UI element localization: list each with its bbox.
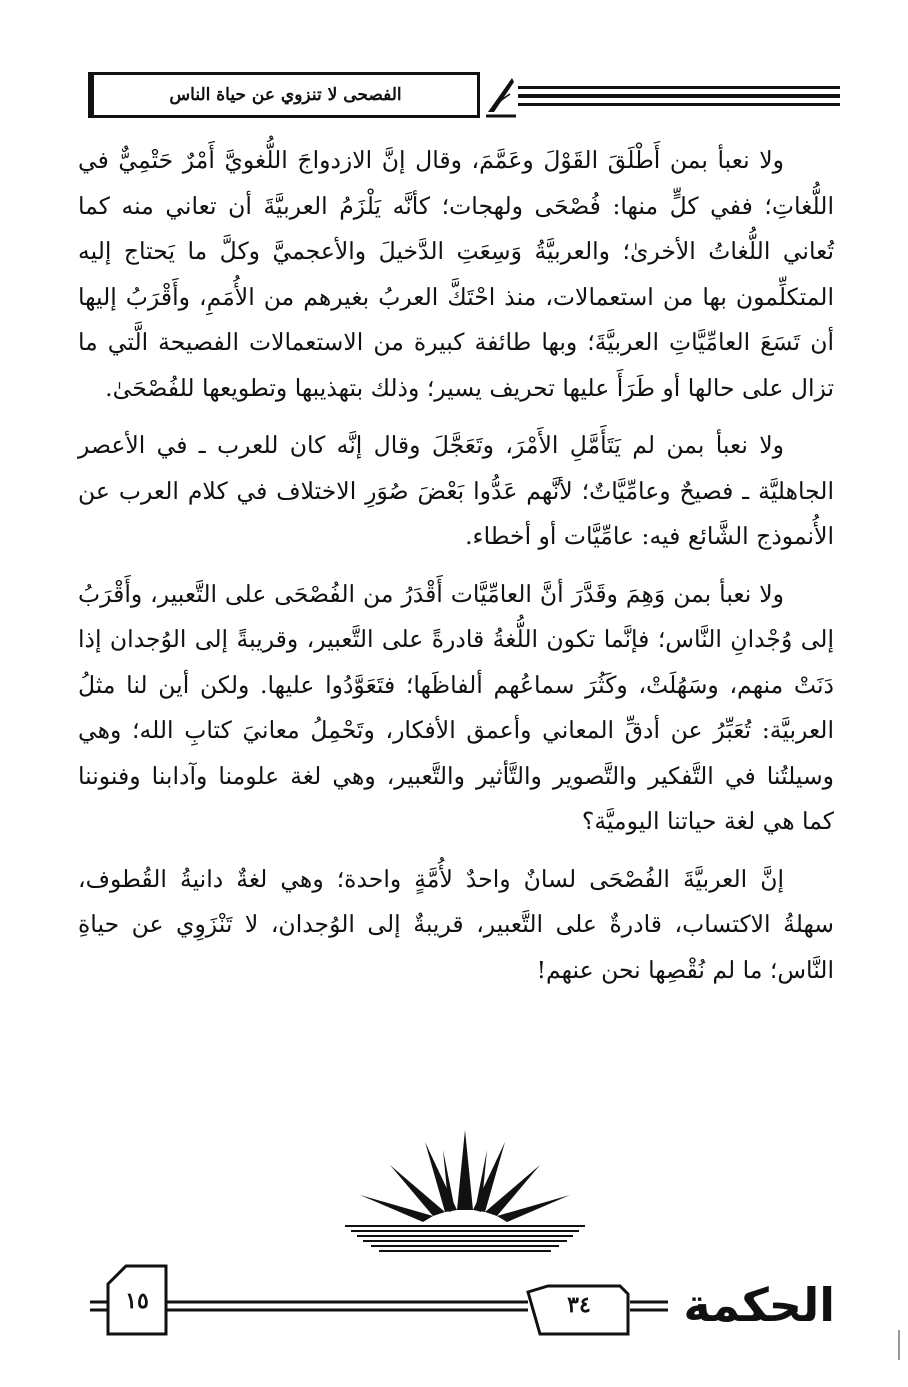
header-title: الفصحى لا تنزوي عن حياة الناس: [88, 72, 480, 118]
running-header: [88, 72, 840, 124]
paragraph-1: ولا نعبأ بمن أَطْلَقَ القَوْلَ وعَمَّمَ، وقال إنَّ الازدواجَ اللُّغويَّ أَمْرٌ حَتْمِيٌّ في اللُّغاتِ؛ ففي كلٍّ منها: فُصْحَى ولهجات؛ كأنَّه يَلْزَمُ العربيَّةَ أن تعاني منه كما تُعاني اللُّغاتُ الأخرىٰ؛ والعربيَّةُ وَسِعَتِ الدَّخيلَ والأعجميَّ وكلَّ ما يَحتاج إليه المتكلِّمون بها من استعمالات، منذ احْتَكَّ العربُ بغيرهم من الأُمَمِ، وأَقْرَبُ إليها أن تَسَعَ العامِّيَّاتِ العربيَّةَ؛ وبها طائفة كبيرة من الاستعمالات الفصيحة الَّتي ما تزال على حالها أو طَرَأَ عليها تحريف يسير؛ وذلك بتهذيبها وتطويعها للفُصْحَىٰ.: [78, 146, 834, 402]
paragraph-4: إنَّ العربيَّةَ الفُصْحَى لسانٌ واحدٌ لأُمَّةٍ واحدة؛ وهي لغةٌ دانيةُ القُطوف، سهلةُ الاكتساب، قادرةٌ على التَّعبير، قريبةٌ إلى الوُجدان، لا تَنْزَوِي عن حياةِ النَّاس؛ ما لم نُقْصِها نحن عنهم!: [78, 864, 834, 984]
paragraph-2: ولا نعبأ بمن لم يَتَأَمَّلِ الأَمْرَ، وتَعَجَّلَ وقال إنَّه كان للعرب ـ في الأعصر الجاهليَّة ـ فصيحٌ وعامِّيَّاتٌ؛ لأنَّهم عَدُّوا بَعْضَ صُوَرِ الاختلاف في كلام العرب عن الأُنموذج الشَّائع فيه: عامِّيَّات أو أخطاء.: [78, 431, 834, 550]
issue-number: ٣٤: [567, 1292, 591, 1318]
magazine-logo: الحكمة: [683, 1278, 835, 1332]
quill-icon: [484, 72, 518, 118]
sunburst-ornament: [345, 1130, 585, 1260]
page-number: ١٥: [125, 1288, 149, 1314]
paragraph-3: ولا نعبأ بمن وَهِمَ وقَدَّرَ أنَّ العامِّيَّات أَقْدَرُ من الفُصْحَى على التَّعبير، وأَقْرَبُ إلى وُجْدانِ النَّاس؛ فإنَّما تكون اللُّغةُ قادرةً على التَّعبير، وقريبةً إلى الوُجدان إذا دَنَتْ منهم، وسَهُلَتْ، وكَثُرَ سماعُهم ألفاظَها؛ فتَعَوَّدُوا عليها. ولكن أين لنا مثلُ العربيَّة: تُعَبِّرُ عن أدقِّ المعاني وأعمق الأفكار، وتَحْمِلُ معانيَ كتابِ الله؛ وهي وسيلتُنا في التَّفكير والتَّصوير والتَّأثير والتَّعبير، وهي لغة علومنا وآدابنا وفنوننا كما هي لغة حياتنا اليوميَّة؟: [78, 579, 834, 835]
article-body: [78, 138, 834, 1005]
page-footer: [0, 1250, 908, 1340]
scan-edge-mark: [898, 1330, 900, 1360]
header-rules: [518, 86, 840, 111]
